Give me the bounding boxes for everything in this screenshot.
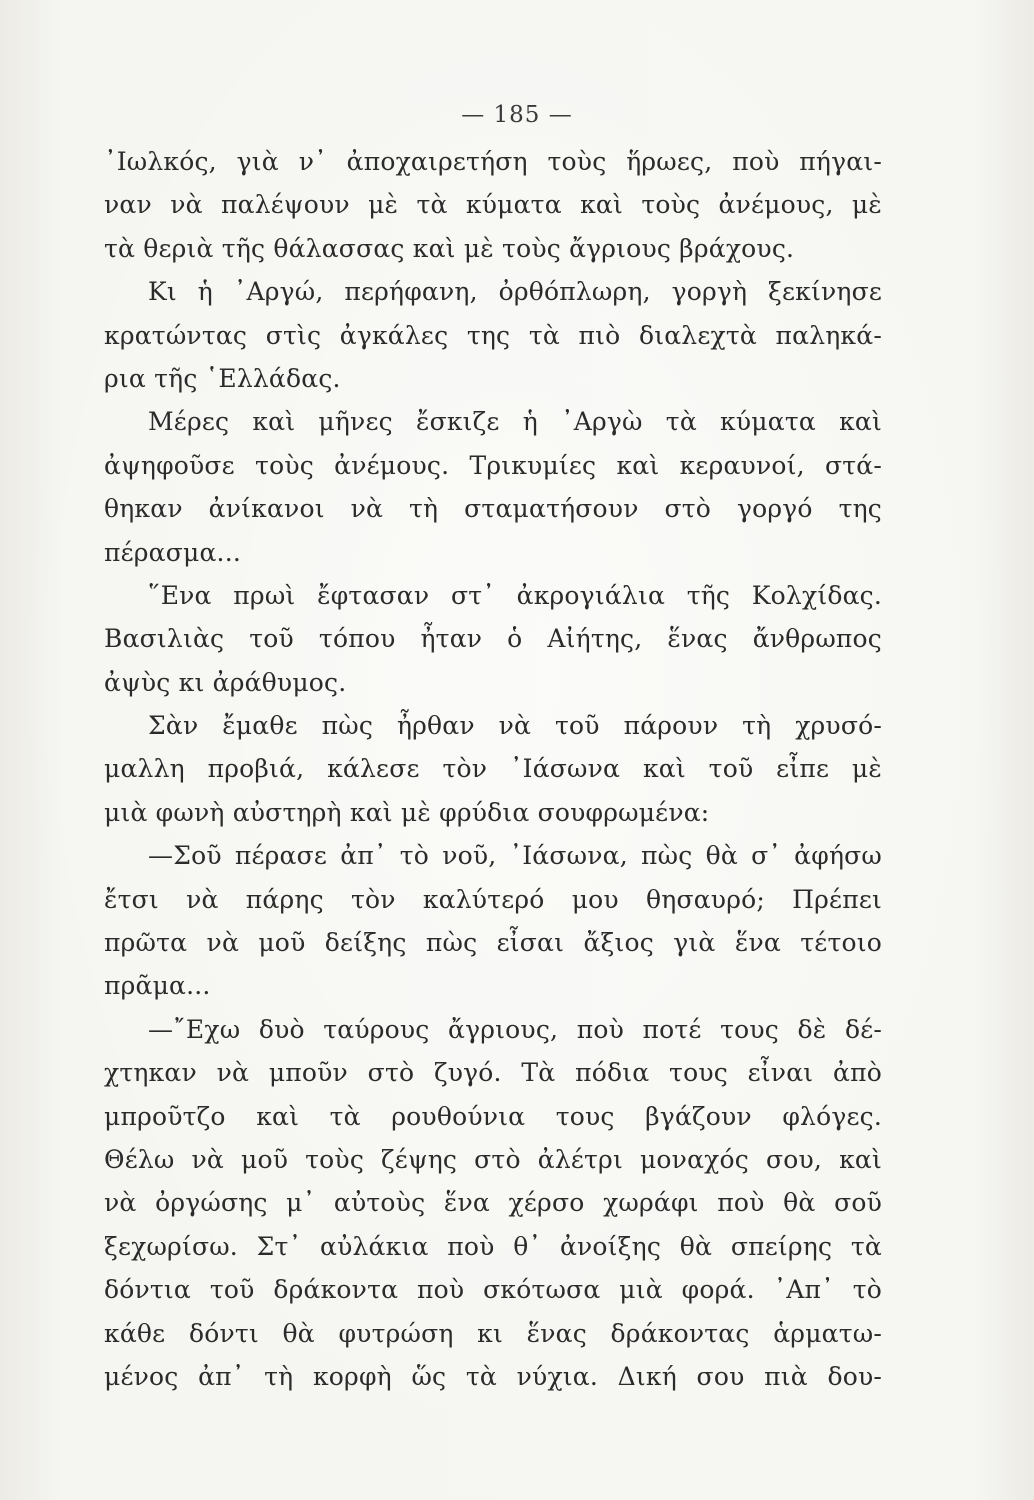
text-line: πρῶτα νὰ μοῦ δείξης πὼς εἶσαι ἄξιος γιὰ ἕνα τέτοιο [104,928,882,958]
text-line: Βασιλιὰς τοῦ τόπου ἦταν ὁ Αἰήτης, ἕνας ἄνθρωπος [104,624,882,654]
text-line: μπροῦτζο καὶ τὰ ρουθούνια τους βγάζουν φλόγες. [104,1101,882,1131]
text-line: ἀψὺς κι ἀράθυμος. [104,667,347,697]
text-line: κάθε δόντι θὰ φυτρώση κι ἕνας δράκοντας ἁρματω- [104,1318,882,1348]
text-line: Θέλω νὰ μοῦ τοὺς ζέψης στὸ ἀλέτρι μοναχός σου, καὶ [104,1144,882,1174]
text-line: θηκαν ἀνίκανοι νὰ τὴ σταματήσουν στὸ γοργό της [104,494,882,524]
text-line: νὰ ὀργώσης μ᾿ αὐτοὺς ἕνα χέρσο χωράφι ποὺ θὰ σοῦ [104,1188,882,1218]
page-number: — 185 — [461,102,573,128]
text-line: τὰ θεριὰ τῆς θάλασσας καὶ μὲ τοὺς ἄγριους βράχους. [104,233,795,263]
text-line: κρατώντας στὶς ἀγκάλες της τὰ πιὸ διαλεχτὰ παληκά- [104,320,882,350]
text-line: ἔτσι νὰ πάρης τὸν καλύτερό μου θησαυρό; Πρέπει [104,884,882,914]
text-line: —Σοῦ πέρασε ἀπ᾿ τὸ νοῦ, ᾿Ιάσωνα, πὼς θὰ σ᾿ ἀφήσω [148,841,882,871]
text-line: —῎Εχω δυὸ ταύρους ἄγριους, ποὺ ποτέ τους δὲ δέ- [148,1014,882,1044]
text-line: χτηκαν νὰ μποῦν στὸ ζυγό. Τὰ πόδια τους εἶναι ἀπὸ [104,1058,882,1088]
text-line: Σὰν ἔμαθε πὼς ἦρθαν νὰ τοῦ πάρουν τὴ χρυσό- [148,711,882,741]
body-text [104,140,882,1398]
text-line: δόντια τοῦ δράκοντα ποὺ σκότωσα μιὰ φορά. ᾿Απ᾿ τὸ [104,1275,882,1305]
text-line: πρᾶμα... [104,971,211,1001]
text-line: ρια τῆς ῾Ελλάδας. [104,363,341,393]
text-line: ᾿Ιωλκός, γιὰ ν᾿ ἀποχαιρετήση τοὺς ἥρωες, ποὺ πήγαι- [104,147,882,176]
text-line: μιὰ φωνὴ αὐστηρὴ καὶ μὲ φρύδια σουφρωμένα: [104,797,710,827]
text-line: ναν νὰ παλέψουν μὲ τὰ κύματα καὶ τοὺς ἀνέμους, μὲ [104,190,882,220]
text-line: ἀψηφοῦσε τοὺς ἀνέμους. Τρικυμίες καὶ κεραυνοί, στά- [104,450,882,480]
text-line: πέρασμα... [104,537,241,567]
text-line: Μέρες καὶ μῆνες ἔσκιζε ἡ ᾿Αργὼ τὰ κύματα καὶ [148,407,882,437]
text-line: μαλλη προβιά, κάλεσε τὸν ᾿Ιάσωνα καὶ τοῦ εἶπε μὲ [104,754,882,784]
text-line: μένος ἀπ᾿ τὴ κορφὴ ὥς τὰ νύχια. Δική σου πιὰ δου- [104,1361,882,1391]
text-line: ξεχωρίσω. Στ᾿ αὐλάκια ποὺ θ᾿ ἀνοίξης θὰ σπείρης τὰ [104,1231,882,1261]
text-line: Κι ἡ ᾿Αργώ, περήφανη, ὀρθόπλωρη, γοργὴ ξεκίνησε [148,277,882,307]
text-line: ῞Ενα πρωὶ ἔφτασαν στ᾿ ἀκρογιάλια τῆς Κολχίδας. [148,580,882,610]
